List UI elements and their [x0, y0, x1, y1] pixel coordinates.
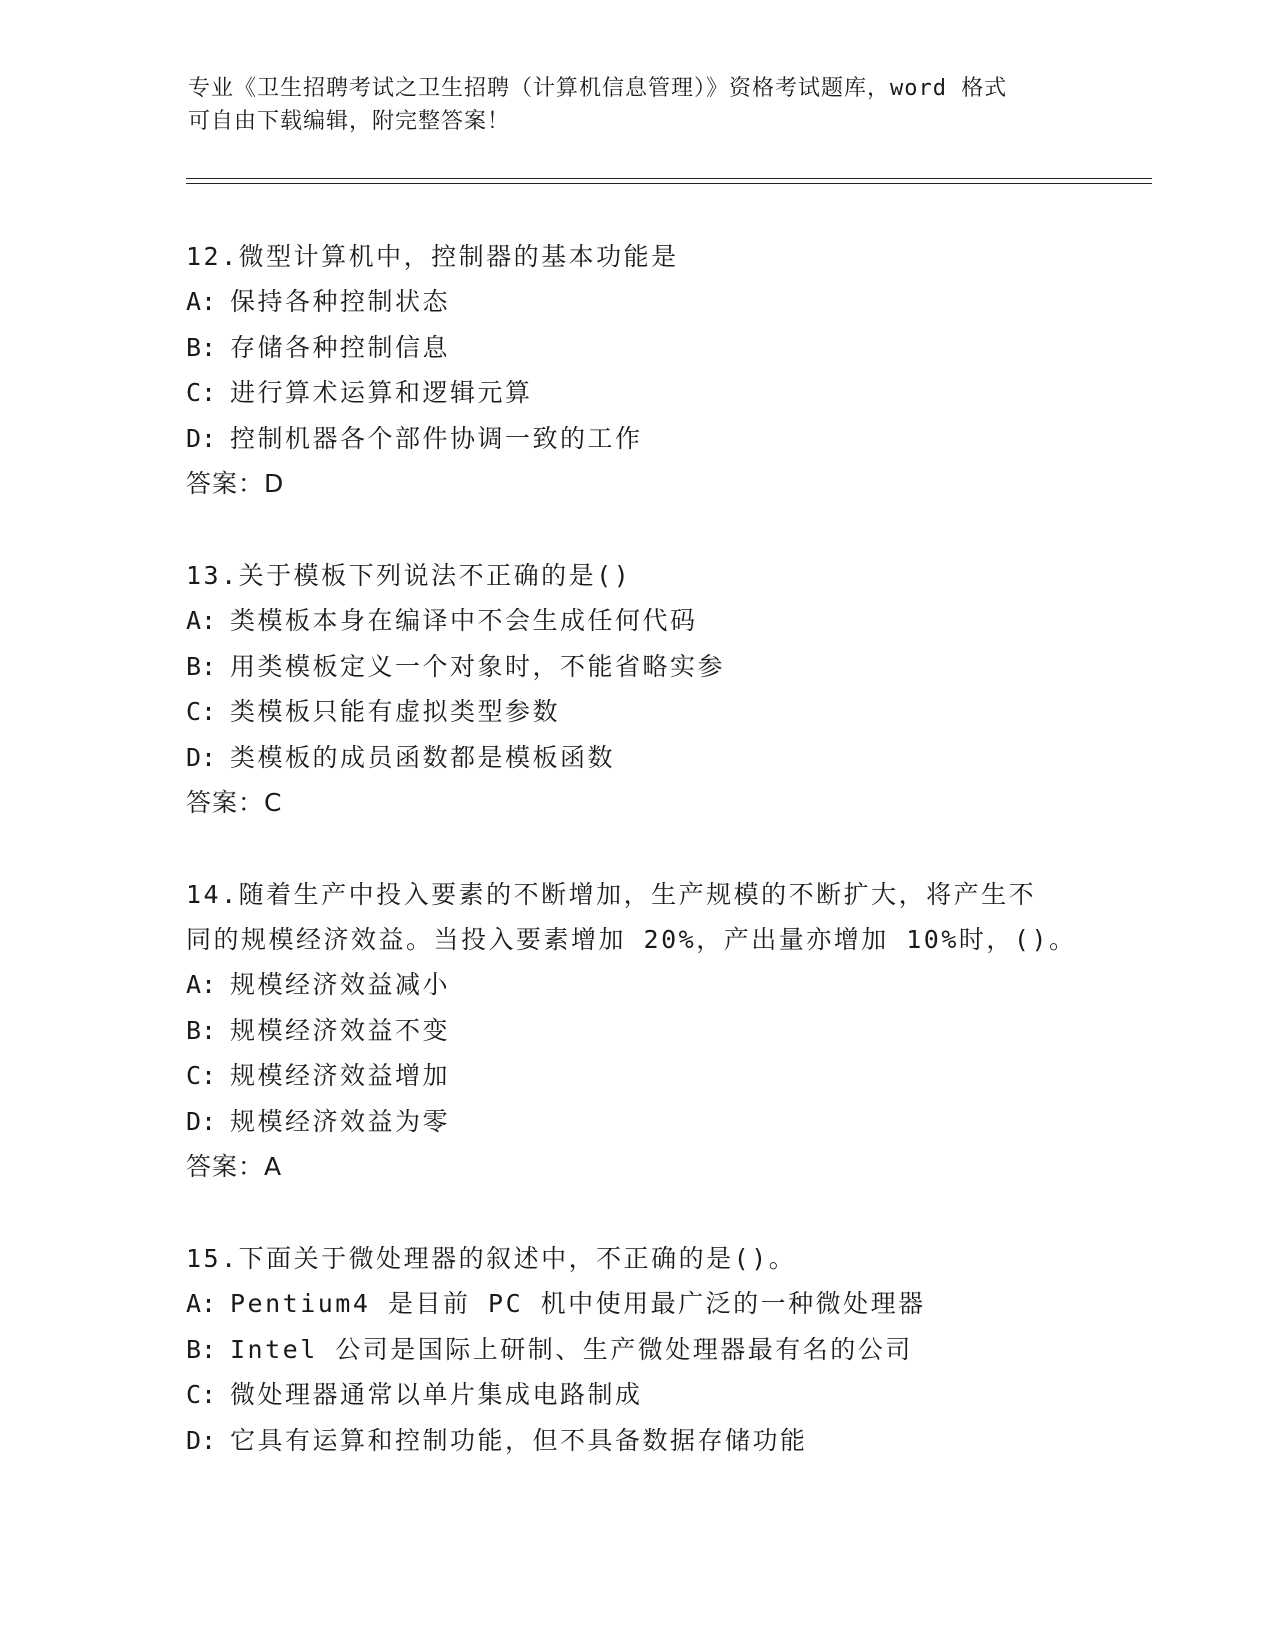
option-a [186, 279, 1106, 325]
question-stem: 13.关于模板下列说法不正确的是() [186, 561, 632, 590]
option-c [186, 370, 1106, 416]
question-stem-line-1: 14.随着生产中投入要素的不断增加，生产规模的不断扩大，将产生不 [186, 880, 1037, 909]
option-b [186, 1008, 1106, 1054]
option-d [186, 1099, 1106, 1145]
option-text: 类模板只能有虚拟类型参数 [230, 697, 561, 726]
option-letter: D: [186, 742, 217, 772]
option-text: 它具有运算和控制功能，但不具备数据存储功能 [230, 1425, 808, 1455]
answer-line: 答案：C [186, 788, 283, 817]
option-a [186, 1281, 1106, 1327]
question-stem-line-2: 同的规模经济效益。当投入要素增加 20%，产出量亦增加 10%时，()。 [186, 925, 1077, 954]
option-c [186, 689, 1106, 735]
header-line-1: 专业《卫生招聘考试之卫生招聘（计算机信息管理）》资格考试题库，word 格式 [188, 76, 1008, 101]
option-a [186, 962, 1106, 1008]
option-letter: A: [186, 970, 217, 999]
option-letter: A: [186, 287, 217, 316]
option-text: 规模经济效益不变 [230, 1015, 451, 1045]
option-c [186, 1372, 1106, 1418]
header-divider-top [186, 178, 1152, 179]
option-text: 规模经济效益增加 [230, 1061, 451, 1090]
option-text: 控制机器各个部件协调一致的工作 [230, 423, 643, 453]
option-text: 存储各种控制信息 [230, 332, 451, 362]
option-text: Intel 公司是国际上研制、生产微处理器最有名的公司 [230, 1334, 913, 1364]
option-text: 规模经济效益为零 [230, 1106, 451, 1136]
option-b [186, 644, 1106, 690]
question-stem: 12.微型计算机中，控制器的基本功能是 [186, 242, 679, 271]
option-a [186, 598, 1106, 644]
option-b [186, 325, 1106, 371]
option-text: 类模板的成员函数都是模板函数 [230, 742, 616, 772]
option-letter: D: [186, 1425, 217, 1455]
option-letter: B: [186, 1015, 217, 1045]
document-header [188, 72, 1088, 138]
header-divider-bottom [186, 183, 1152, 184]
option-letter: B: [186, 1334, 217, 1364]
option-letter: D: [186, 1106, 217, 1136]
option-text: 进行算术运算和逻辑元算 [230, 378, 533, 407]
answer-line: 答案：D [186, 469, 285, 498]
answer-line: 答案：A [186, 1152, 283, 1181]
option-text: Pentium4 是目前 PC 机中使用最广泛的一种微处理器 [230, 1289, 926, 1318]
option-text: 规模经济效益减小 [230, 970, 451, 999]
option-text: 保持各种控制状态 [230, 287, 451, 316]
option-d [186, 416, 1106, 462]
option-c [186, 1053, 1106, 1099]
question-12 [186, 234, 1106, 506]
option-d [186, 735, 1106, 781]
option-letter: C: [186, 378, 217, 407]
question-stem: 15.下面关于微处理器的叙述中，不正确的是()。 [186, 1244, 797, 1273]
option-letter: A: [186, 1289, 217, 1318]
option-letter: C: [186, 1061, 217, 1090]
question-15 [186, 1236, 1106, 1463]
option-letter: A: [186, 606, 217, 635]
option-d [186, 1418, 1106, 1464]
option-letter: C: [186, 697, 217, 726]
option-letter: D: [186, 423, 217, 453]
option-text: 类模板本身在编译中不会生成任何代码 [230, 606, 698, 635]
header-line-2: 可自由下载编辑，附完整答案！ [188, 109, 511, 134]
option-text: 微处理器通常以单片集成电路制成 [230, 1380, 643, 1409]
question-13 [186, 553, 1106, 825]
option-letter: C: [186, 1380, 217, 1409]
option-letter: B: [186, 332, 217, 362]
question-14 [186, 872, 1106, 1189]
option-b [186, 1327, 1106, 1373]
option-letter: B: [186, 651, 217, 681]
option-text: 用类模板定义一个对象时，不能省略实参 [230, 651, 726, 681]
